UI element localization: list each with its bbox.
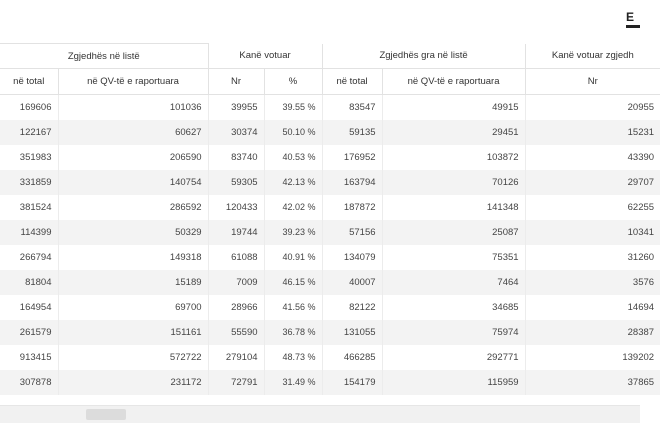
table-row <box>0 120 660 145</box>
cell-women-voted-nr: 29707 <box>525 170 660 195</box>
cell-women-total: 154179 <box>322 370 382 395</box>
cell-voted-percent: 39.55 % <box>264 95 322 120</box>
cell-reported: 15189 <box>58 270 208 295</box>
cell-total: 266794 <box>0 245 58 270</box>
cell-voted-percent: 50.10 % <box>264 120 322 145</box>
cell-women-total: 131055 <box>322 320 382 345</box>
cell-women-voted-nr: 14694 <box>525 295 660 320</box>
cell-voted-percent: 36.78 % <box>264 320 322 345</box>
results-table <box>0 43 660 395</box>
cell-total: 351983 <box>0 145 58 170</box>
col-header-women-nr: Nr <box>525 69 660 95</box>
horizontal-scrollbar[interactable] <box>0 405 640 423</box>
cell-voted-nr: 19744 <box>208 220 264 245</box>
cell-women-voted-nr: 31260 <box>525 245 660 270</box>
cell-total: 114399 <box>0 220 58 245</box>
cell-women-total: 83547 <box>322 95 382 120</box>
partially-visible-total-row <box>0 398 640 404</box>
cell-women-reported: 75974 <box>382 320 525 345</box>
cell-total: 331859 <box>0 170 58 195</box>
cell-voted-nr: 61088 <box>208 245 264 270</box>
cell-women-total: 40007 <box>322 270 382 295</box>
cell-women-reported: 7464 <box>382 270 525 295</box>
cell-women-voted-nr: 20955 <box>525 95 660 120</box>
cell-total: 307878 <box>0 370 58 395</box>
group-header-voters: Zgjedhës në listë <box>0 44 208 69</box>
cell-voted-percent: 42.02 % <box>264 195 322 220</box>
cell-women-reported: 29451 <box>382 120 525 145</box>
cell-voted-nr: 72791 <box>208 370 264 395</box>
cell-women-voted-nr: 3576 <box>525 270 660 295</box>
cell-voted-nr: 28966 <box>208 295 264 320</box>
cell-voted-percent: 40.53 % <box>264 145 322 170</box>
table-row <box>0 320 660 345</box>
table-row <box>0 170 660 195</box>
cell-women-reported: 70126 <box>382 170 525 195</box>
cell-women-voted-nr: 37865 <box>525 370 660 395</box>
cell-reported: 69700 <box>58 295 208 320</box>
col-header-women-total: në total <box>322 69 382 95</box>
cell-women-voted-nr: 10341 <box>525 220 660 245</box>
cell-reported: 101036 <box>58 95 208 120</box>
table-row <box>0 195 660 220</box>
cell-voted-nr: 30374 <box>208 120 264 145</box>
cell-women-reported: 115959 <box>382 370 525 395</box>
group-header-row <box>0 44 660 69</box>
cell-voted-percent: 42.13 % <box>264 170 322 195</box>
col-header-nr: Nr <box>208 69 264 95</box>
cell-women-voted-nr: 62255 <box>525 195 660 220</box>
group-header-voted: Kanë votuar <box>208 44 322 69</box>
cell-voted-percent: 40.91 % <box>264 245 322 270</box>
cell-reported: 286592 <box>58 195 208 220</box>
cell-voted-percent: 39.23 % <box>264 220 322 245</box>
cell-women-reported: 34685 <box>382 295 525 320</box>
cell-voted-nr: 55590 <box>208 320 264 345</box>
cell-women-voted-nr: 28387 <box>525 320 660 345</box>
cell-voted-nr: 120433 <box>208 195 264 220</box>
cell-total: 81804 <box>0 270 58 295</box>
cell-women-total: 176952 <box>322 145 382 170</box>
cell-total: 122167 <box>0 120 58 145</box>
table-row <box>0 295 660 320</box>
cell-women-total: 163794 <box>322 170 382 195</box>
cell-voted-nr: 7009 <box>208 270 264 295</box>
cell-women-voted-nr: 15231 <box>525 120 660 145</box>
cell-reported: 151161 <box>58 320 208 345</box>
table-row <box>0 220 660 245</box>
cell-women-total: 82122 <box>322 295 382 320</box>
cell-women-reported: 49915 <box>382 95 525 120</box>
results-table-container <box>0 43 655 399</box>
cell-total: 381524 <box>0 195 58 220</box>
table-row <box>0 145 660 170</box>
corner-tab-mark[interactable]: E <box>626 10 635 24</box>
cell-voted-percent: 31.49 % <box>264 370 322 395</box>
table-row <box>0 270 660 295</box>
cell-total: 169606 <box>0 95 58 120</box>
col-header-reported: në QV-të e raportuara <box>58 69 208 95</box>
table-row <box>0 95 660 120</box>
col-header-percent: % <box>264 69 322 95</box>
group-header-women-voted: Kanë votuar zgjedh <box>525 44 660 69</box>
cell-total: 913415 <box>0 345 58 370</box>
cell-women-reported: 103872 <box>382 145 525 170</box>
cell-women-reported: 25087 <box>382 220 525 245</box>
cell-women-total: 134079 <box>322 245 382 270</box>
cell-reported: 50329 <box>58 220 208 245</box>
cell-voted-percent: 48.73 % <box>264 345 322 370</box>
cell-women-reported: 292771 <box>382 345 525 370</box>
cell-voted-percent: 41.56 % <box>264 295 322 320</box>
cell-women-voted-nr: 43390 <box>525 145 660 170</box>
cell-women-total: 59135 <box>322 120 382 145</box>
cell-total: 261579 <box>0 320 58 345</box>
cell-voted-nr: 39955 <box>208 95 264 120</box>
cell-reported: 149318 <box>58 245 208 270</box>
cell-women-voted-nr: 139202 <box>525 345 660 370</box>
cell-voted-nr: 279104 <box>208 345 264 370</box>
top-bar <box>0 0 640 43</box>
table-row <box>0 345 660 370</box>
cell-reported: 140754 <box>58 170 208 195</box>
col-header-women-reported: në QV-të e raportuara <box>382 69 525 95</box>
cell-voted-nr: 83740 <box>208 145 264 170</box>
cell-reported: 206590 <box>58 145 208 170</box>
cell-reported: 60627 <box>58 120 208 145</box>
scrollbar-thumb[interactable] <box>86 409 126 420</box>
cell-voted-percent: 46.15 % <box>264 270 322 295</box>
table-body <box>0 95 660 395</box>
table-row <box>0 370 660 395</box>
col-header-total: në total <box>0 69 58 95</box>
cell-women-reported: 141348 <box>382 195 525 220</box>
cell-women-total: 57156 <box>322 220 382 245</box>
cell-women-total: 187872 <box>322 195 382 220</box>
column-header-row <box>0 69 660 95</box>
group-header-women-voters: Zgjedhës gra në listë <box>322 44 525 69</box>
cell-voted-nr: 59305 <box>208 170 264 195</box>
cell-reported: 572722 <box>58 345 208 370</box>
cell-total: 164954 <box>0 295 58 320</box>
cell-reported: 231172 <box>58 370 208 395</box>
table-row <box>0 245 660 270</box>
cell-women-reported: 75351 <box>382 245 525 270</box>
cell-women-total: 466285 <box>322 345 382 370</box>
